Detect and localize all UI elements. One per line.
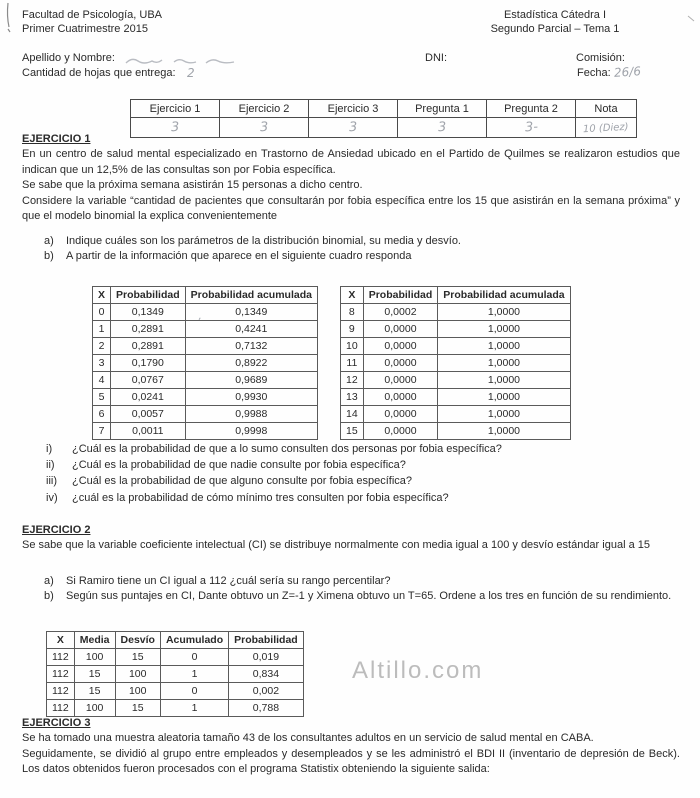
table-row xyxy=(47,649,304,666)
item-text: Según sus puntajes en CI, Dante obtuvo un Z=-1 y Ximena obtuvo un T=65. Ordene a los tres en función de su rendimiento. xyxy=(66,590,672,602)
ejercicio2-item-b xyxy=(44,589,680,605)
table-row xyxy=(341,406,571,423)
table-cell: 11 xyxy=(341,355,364,372)
table-cell: 6 xyxy=(93,406,111,423)
question-text: ¿Cuál es la probabilidad de que alguno consulte por fobia específica? xyxy=(72,475,413,488)
column-header: Ejercicio 3 xyxy=(309,100,398,118)
table-cell: 0,2891 xyxy=(111,321,186,338)
ejercicio3-title: EJERCICIO 3 xyxy=(22,717,91,729)
item-label: a) xyxy=(44,234,54,247)
column-header: Media xyxy=(74,632,115,649)
column-header: Probabilidad acumulada xyxy=(185,287,317,304)
table-cell: 5 xyxy=(93,389,111,406)
table-cell: 0,4241 xyxy=(185,321,317,338)
column-header: Desvío xyxy=(115,632,160,649)
ejercicio2-section xyxy=(22,524,680,605)
table-cell: 0,834 xyxy=(229,666,304,683)
table-row xyxy=(47,700,304,717)
table-cell: 0,1790 xyxy=(111,355,186,372)
table-cell: 112 xyxy=(47,700,75,717)
item-text: Si Ramiro tiene un CI igual a 112 ¿cuál sería su rango percentilar? xyxy=(66,574,391,587)
fecha-label: Fecha: xyxy=(577,67,611,79)
table-cell: 0,9998 xyxy=(185,423,317,440)
table-cell: 15 xyxy=(74,666,115,683)
table-row xyxy=(93,423,318,440)
question-text: ¿cuál es la probabilidad de cómo mínimo tres consulten por fobia específica? xyxy=(72,491,449,504)
table-row xyxy=(93,304,318,321)
item-text: Indique cuáles son los parámetros de la distribución binomial, su media y desvío. xyxy=(66,234,461,247)
question-label: i) xyxy=(46,443,53,455)
handwritten-grade: 3 xyxy=(131,118,220,138)
column-header: Probabilidad xyxy=(111,287,186,304)
table-cell: 100 xyxy=(115,683,160,700)
table-row xyxy=(47,683,304,700)
table-cell: 0,0002 xyxy=(363,304,438,321)
table-cell: 0,1349 xyxy=(185,304,317,321)
item-label: b) xyxy=(44,590,54,602)
table-cell: 15 xyxy=(115,649,160,666)
handwritten-grade: 3 xyxy=(398,118,487,138)
handwritten-grade: 10 (Diez) xyxy=(576,118,637,138)
ejercicio2-item-a xyxy=(44,574,680,590)
table-cell: 100 xyxy=(74,700,115,717)
handwritten-grade: 3 xyxy=(309,118,398,138)
table-row xyxy=(341,389,571,406)
table-cell: 0,8922 xyxy=(185,355,317,372)
question-row xyxy=(46,473,666,489)
header-right xyxy=(440,8,670,36)
altillo-watermark: Altillo.com xyxy=(352,657,484,684)
table-header-row xyxy=(341,287,571,304)
table-cell: 15 xyxy=(341,423,364,440)
table-cell: 3 xyxy=(93,355,111,372)
pen-check-mark: ʼ xyxy=(198,317,202,328)
table-cell: 15 xyxy=(74,683,115,700)
table-cell: 1 xyxy=(160,666,228,683)
column-header: Nota xyxy=(576,100,637,118)
pen-dot-mark xyxy=(686,14,698,26)
table-cell: 0,1349 xyxy=(111,304,186,321)
ejercicio2-title: EJERCICIO 2 xyxy=(22,524,91,536)
column-header: X xyxy=(93,287,111,304)
table-cell: 1,0000 xyxy=(438,321,570,338)
table-cell: 0,2891 xyxy=(111,338,186,355)
dni-label: DNI: xyxy=(425,52,447,64)
table-row xyxy=(341,304,571,321)
table-cell: 0,0011 xyxy=(111,423,186,440)
ejercicio1-questions xyxy=(46,441,666,506)
table-cell: 0,0767 xyxy=(111,372,186,389)
exam-title: Segundo Parcial – Tema 1 xyxy=(490,23,620,35)
handwritten-grade: 3 xyxy=(220,118,309,138)
course-name: Estadística Cátedra I xyxy=(503,9,607,21)
table-cell: 1 xyxy=(93,321,111,338)
column-header: Acumulado xyxy=(160,632,228,649)
table-cell: 0,7132 xyxy=(185,338,317,355)
table-row xyxy=(93,406,318,423)
table-cell: 0,019 xyxy=(229,649,304,666)
question-text: ¿Cuál es la probabilidad de que a lo sumo consulten dos personas por fobia específica? xyxy=(72,443,502,455)
normal-table xyxy=(46,631,304,717)
institution-name: Facultad de Psicología, UBA xyxy=(22,9,163,21)
ejercicio1-item-a xyxy=(44,234,680,250)
table-cell: 1,0000 xyxy=(438,338,570,355)
table-cell: 1,0000 xyxy=(438,304,570,321)
ejercicio1-item-b xyxy=(44,249,680,265)
table-cell: 0,788 xyxy=(229,700,304,717)
table-row xyxy=(341,321,571,338)
term-label: Primer Cuatrimestre 2015 xyxy=(22,23,148,35)
table-row xyxy=(341,338,571,355)
ejercicio1-paragraph: En un centro de salud mental especializado en Trastorno de Ansiedad ubicado en el Partido de Quilmes se realizaron estudios que indican que un 12,5% de las consultas son por Fobia específica. xyxy=(22,148,680,176)
name-label: Apellido y Nombre: xyxy=(22,52,115,64)
table-row xyxy=(93,321,318,338)
question-text: ¿Cuál es la probabilidad de que nadie consulte por fobia específica? xyxy=(72,459,406,472)
table-cell: 0,9930 xyxy=(185,389,317,406)
question-row xyxy=(46,490,666,506)
hojas-label: Cantidad de hojas que entrega: xyxy=(22,67,176,79)
table-cell: 0,002 xyxy=(229,683,304,700)
table-cell: 0,0000 xyxy=(363,406,438,423)
table-cell: 2 xyxy=(93,338,111,355)
table-cell: 1,0000 xyxy=(438,389,570,406)
column-header: Probabilidad xyxy=(363,287,438,304)
table-header-row xyxy=(47,632,304,649)
table-cell: 1,0000 xyxy=(438,372,570,389)
question-label: iii) xyxy=(46,475,57,488)
table-row xyxy=(93,372,318,389)
table-cell: 100 xyxy=(115,666,160,683)
table-cell: 7 xyxy=(93,423,111,440)
table-row xyxy=(93,389,318,406)
table-row xyxy=(93,355,318,372)
ejercicio1-paragraph: Se sabe que la próxima semana asistirán 15 personas a dicho centro. xyxy=(22,179,363,191)
header-left xyxy=(22,8,162,36)
column-header: Ejercicio 1 xyxy=(131,100,220,118)
question-label: iv) xyxy=(46,491,58,504)
table-cell: 112 xyxy=(47,683,75,700)
table-cell: 14 xyxy=(341,406,364,423)
ejercicio1-paragraph: Considere la variable “cantidad de pacientes que consultarán por fobia específica entre los 15 que asistirán en la semana próxima” y que el modelo binomial la explica convenientemente xyxy=(22,194,680,222)
table-cell: 0,0000 xyxy=(363,321,438,338)
ejercicio3-paragraph: Se ha tomado una muestra aleatoria tamaño 43 de los consultantes adultos en un servicio de salud mental en CABA. xyxy=(22,732,594,744)
table-cell: 0 xyxy=(160,649,228,666)
table-row xyxy=(341,372,571,389)
ejercicio2-intro: Se sabe que la variable coeficiente intelectual (CI) se distribuye normalmente con media igual a 100 y desvío estándar igual a 15 xyxy=(22,539,650,551)
ejercicio1-section xyxy=(22,133,680,265)
table-cell: 100 xyxy=(74,649,115,666)
table-cell: 12 xyxy=(341,372,364,389)
column-header: Probabilidad acumulada xyxy=(438,287,570,304)
table-row xyxy=(341,355,571,372)
column-header: X xyxy=(47,632,75,649)
table-cell: 112 xyxy=(47,649,75,666)
table-cell: 0 xyxy=(93,304,111,321)
column-header: Pregunta 1 xyxy=(398,100,487,118)
ejercicio1-title: EJERCICIO 1 xyxy=(22,133,91,145)
table-cell: 8 xyxy=(341,304,364,321)
table-cell: 9 xyxy=(341,321,364,338)
table-cell: 4 xyxy=(93,372,111,389)
question-label: ii) xyxy=(46,459,55,472)
ejercicio3-section xyxy=(22,717,680,778)
ejercicio3-paragraph: Seguidamente, se dividió al grupo entre empleados y desempleados y se les administró el BDI II (inventario de depresión de Beck). Los datos obtenidos fueron procesados con el programa Statistix obteniendo la siguiente salida: xyxy=(22,747,680,775)
table-cell: 13 xyxy=(341,389,364,406)
table-cell: 10 xyxy=(341,338,364,355)
table-cell: 0,0057 xyxy=(111,406,186,423)
column-header: Ejercicio 2 xyxy=(220,100,309,118)
question-row xyxy=(46,457,666,473)
comision-label: Comisión: xyxy=(576,52,625,64)
binomial-table-right xyxy=(340,286,571,440)
table-cell: 1 xyxy=(160,700,228,717)
column-header: Probabilidad xyxy=(229,632,304,649)
table-cell: 1,0000 xyxy=(438,406,570,423)
table-cell: 0 xyxy=(160,683,228,700)
table-cell: 0,0000 xyxy=(363,355,438,372)
column-header: Pregunta 2 xyxy=(487,100,576,118)
table-cell: 0,9689 xyxy=(185,372,317,389)
item-text: A partir de la información que aparece en el siguiente cuadro responda xyxy=(66,250,412,262)
table-cell: 1,0000 xyxy=(438,423,570,440)
table-cell: 1,0000 xyxy=(438,355,570,372)
item-label: b) xyxy=(44,250,54,262)
question-row xyxy=(46,441,666,457)
table-cell: 0,0241 xyxy=(111,389,186,406)
binomial-table-left xyxy=(92,286,318,440)
pen-stroke-mark xyxy=(2,2,16,34)
table-cell: 15 xyxy=(115,700,160,717)
fecha-handwritten-value: 26/6 xyxy=(613,64,642,80)
hojas-handwritten-value: 2 xyxy=(187,66,195,80)
handwritten-grade: 3- xyxy=(487,118,576,138)
table-cell: 0,0000 xyxy=(363,338,438,355)
table-cell: 112 xyxy=(47,666,75,683)
grade-table-header-row xyxy=(131,100,637,118)
column-header: X xyxy=(341,287,364,304)
table-cell: 0,0000 xyxy=(363,372,438,389)
table-row xyxy=(47,666,304,683)
table-cell: 0,0000 xyxy=(363,389,438,406)
table-cell: 0,0000 xyxy=(363,423,438,440)
table-header-row xyxy=(93,287,318,304)
table-cell: 0,9988 xyxy=(185,406,317,423)
item-label: a) xyxy=(44,574,54,587)
table-row xyxy=(93,338,318,355)
table-row xyxy=(341,423,571,440)
